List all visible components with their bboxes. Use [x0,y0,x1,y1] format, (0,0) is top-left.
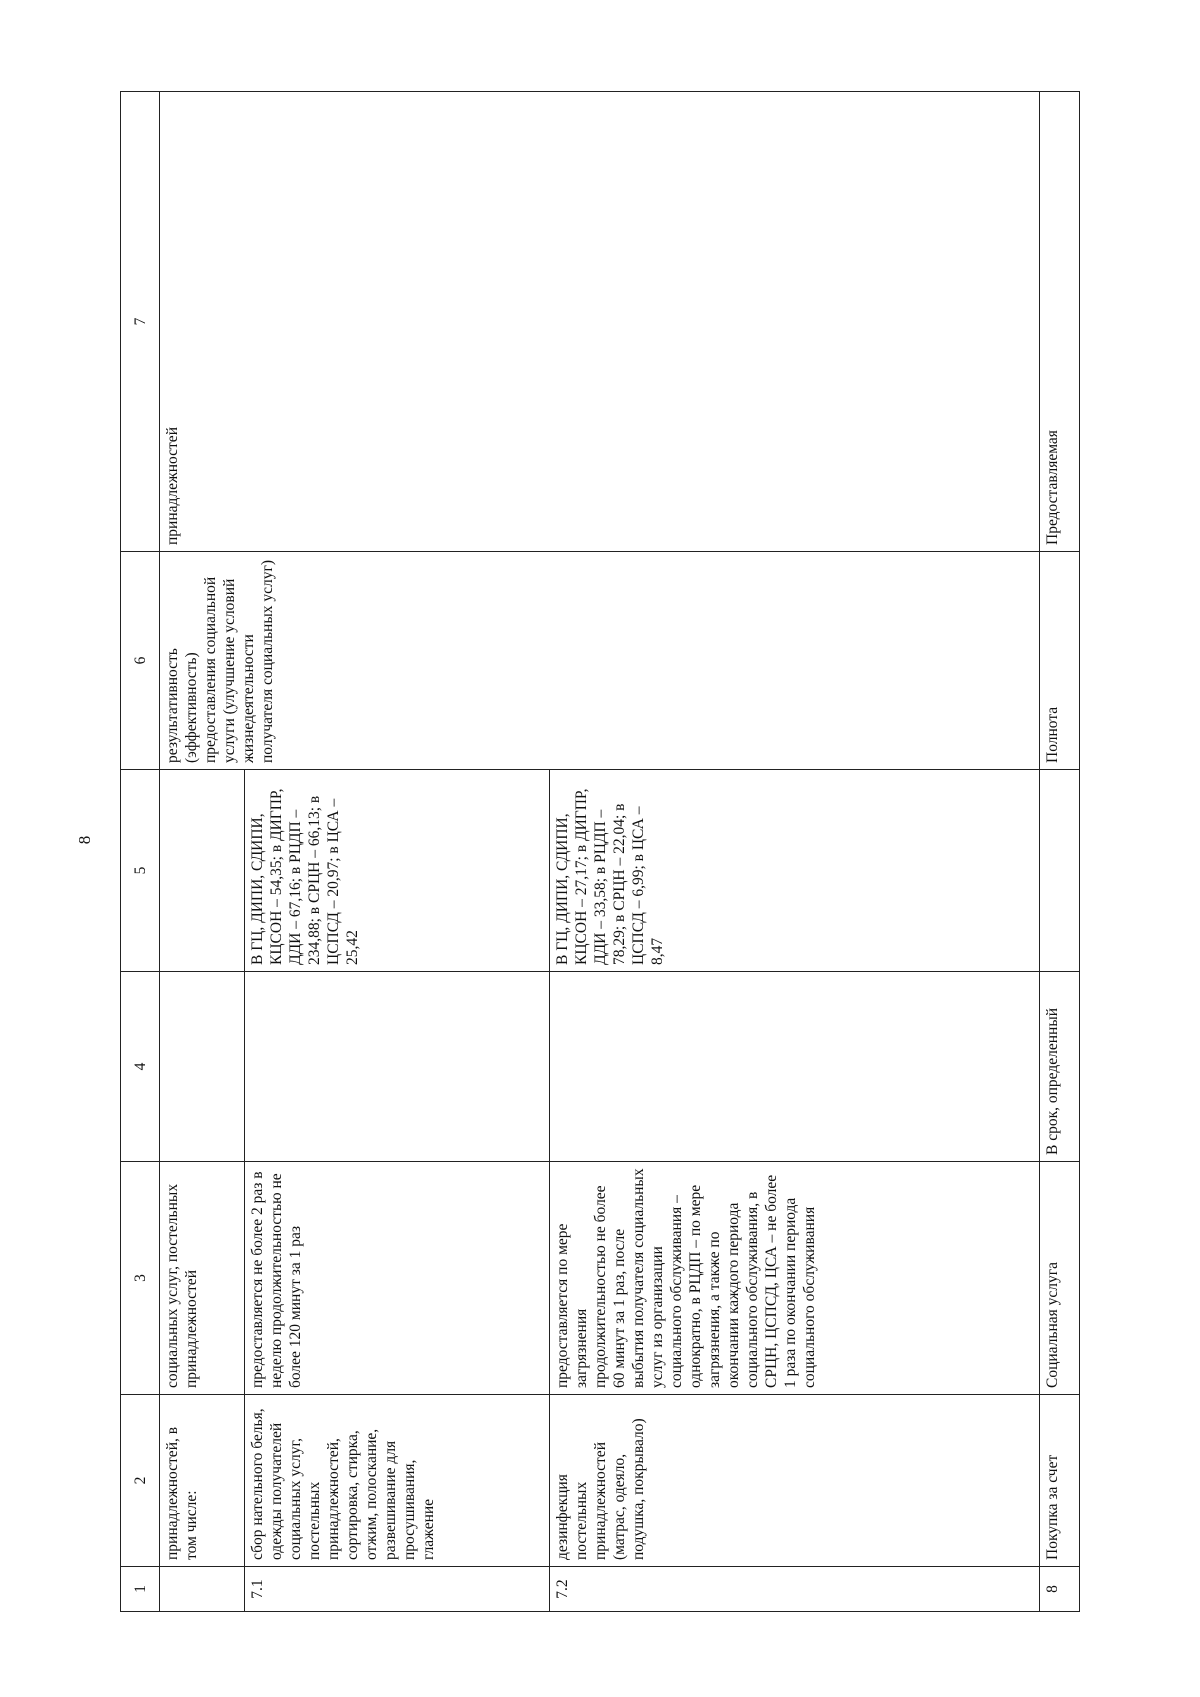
rotated-page-content [120,92,1078,1612]
service-name: сбор нательного белья, одежды получателей социальных услуг, постельных принадлежностей, сортировка, стирка, отжим, полоскание, развешивание для просушивания, глажение [245,1395,550,1567]
tariff [160,770,245,972]
row-number [160,1567,245,1612]
page-number: 8 [75,835,94,845]
row-number: 7.2 [550,1567,1040,1612]
quality-indicators: Полнота [1040,552,1080,770]
conditions: принадлежностей [160,92,1040,552]
service-term: В срок, определенный [1040,972,1080,1162]
service-term [245,972,550,1162]
service-name: дезинфекция постельных принадлежностей (матрас, одеяло, подушка, покрывало) [550,1395,1040,1567]
row-number: 8 [1040,1567,1080,1612]
service-description: социальных услуг, постельных принадлежностей [160,1162,245,1395]
service-term [550,972,1040,1162]
header-cell: 4 [121,972,160,1162]
service-name: принадлежностей, в том числе: [160,1395,245,1567]
service-term [160,972,245,1162]
table-row [1040,92,1080,1612]
conditions: Предоставляемая [1040,92,1080,552]
header-cell: 3 [121,1162,160,1395]
tariff: В ГЦ, ДИПИ, СДИПИ, КЦСОН – 27,17; в ДИГПР, ДДИ – 33,58; в РЦДП – 78,29; в СРЦН – 22,04; в ЦСПСД – 6,99; в ЦСА – 8,47 [550,770,1040,972]
service-description: предоставляется не более 2 раз в неделю продолжительностью не более 120 минут за 1 раз [245,1162,550,1395]
quality-indicators: результативность (эффективность) предоставления социальной услуги (улучшение условий жизнедеятельности получателя социальных услуг) [160,552,1040,770]
header-cell: 7 [121,92,160,552]
service-description: предоставляется по мере загрязнения продолжительностью не более 60 минут за 1 раз, после выбытия получателя социальных услуг из организации социального обслуживания – однократно, в РЦДП – по мере загрязнения, а также по окончании каждого периода социального обслуживания, в СРЦН, ЦСПСД, ЦСА – не более 1 раза по окончании периода социального обслуживания [550,1162,1040,1395]
service-name: Покупка за счет [1040,1395,1080,1567]
header-cell: 5 [121,770,160,972]
services-table [120,91,1080,1612]
table-row [160,92,245,1612]
header-cell: 2 [121,1395,160,1567]
header-cell: 1 [121,1567,160,1612]
header-cell: 6 [121,552,160,770]
tariff: В ГЦ, ДИПИ, СДИПИ, КЦСОН – 54,35; в ДИГПР, ДДИ – 67,16; в РЦДП – 234,88; в СРЦН – 66,13; в ЦСПСД – 20,97; в ЦСА – 25,42 [245,770,550,972]
table-header-row [121,92,160,1612]
row-number: 7.1 [245,1567,550,1612]
service-description: Социальная услуга [1040,1162,1080,1395]
tariff [1040,770,1080,972]
